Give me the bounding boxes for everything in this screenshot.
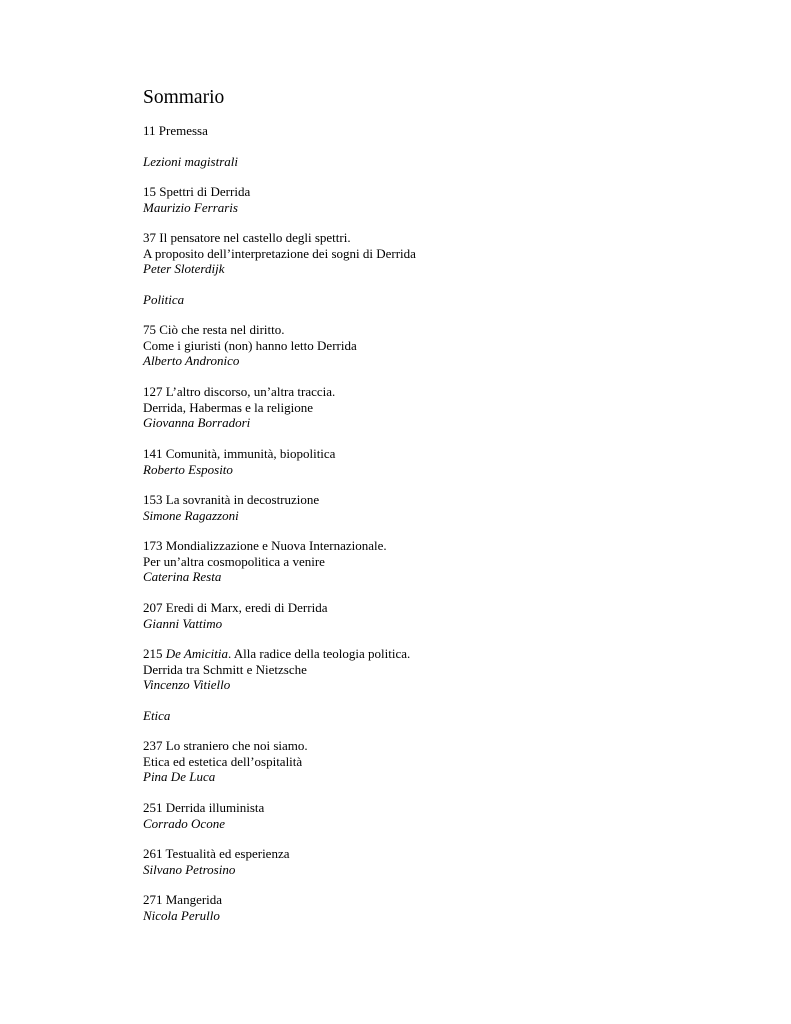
toc-entry-author: Peter Sloterdijk xyxy=(143,261,225,276)
toc-entry-subtitle: Come i giuristi (non) hanno letto Derrida xyxy=(143,337,357,353)
toc-entry-subtitle: Per un’altra cosmopolitica a venire xyxy=(143,553,325,569)
section-heading-politica: Politica xyxy=(143,292,185,307)
toc-entry xyxy=(143,322,357,369)
toc-entry-author: Roberto Esposito xyxy=(143,461,233,477)
toc-entry-author: Giovanna Borradori xyxy=(143,415,251,430)
toc-entry xyxy=(143,892,222,923)
toc-entry-italic-title: De Amicitia xyxy=(165,646,228,661)
toc-entry-title: 75 Ciò che resta nel diritto. xyxy=(143,322,285,337)
toc-entry-subtitle: Derrida, Habermas e la religione xyxy=(143,399,314,415)
toc-entry xyxy=(143,384,335,431)
section-heading-etica: Etica xyxy=(143,708,171,723)
toc-entry-author: Silvano Petrosino xyxy=(143,861,236,877)
toc-entry-author: Simone Ragazzoni xyxy=(143,507,239,523)
toc-entry-author: Pina De Luca xyxy=(143,769,216,784)
toc-entry-title: 15 Spettri di Derrida xyxy=(143,184,251,199)
section-heading-lezioni: Lezioni magistrali xyxy=(143,154,238,169)
toc-entry-author: Alberto Andronico xyxy=(143,353,240,368)
toc-entry-subtitle: Etica ed estetica dell’ospitalità xyxy=(143,753,303,769)
toc-entry-subtitle: A proposito dell’interpretazione dei sogni di Derrida xyxy=(143,245,416,261)
toc-entry-title: 271 Mangerida xyxy=(143,892,223,907)
toc-entry-title: 153 La sovranità in decostruzione xyxy=(143,492,320,507)
toc-entry-author: Corrado Ocone xyxy=(143,815,225,831)
toc-entry-title-rest: . Alla radice della teologia politica. xyxy=(227,646,411,661)
toc-entry xyxy=(143,600,327,631)
toc-entry-premessa xyxy=(143,123,208,139)
toc-entry-title: 141 Comunità, immunità, biopolitica xyxy=(143,446,336,461)
page-title: Sommario xyxy=(143,87,225,108)
toc-entry-title: 251 Derrida illuminista xyxy=(143,800,265,815)
toc-entry-title: 173 Mondializzazione e Nuova Internazionale. xyxy=(143,538,387,553)
toc-entry-author: Caterina Resta xyxy=(143,569,222,584)
toc-entry-title: 127 L’altro discorso, un’altra traccia. xyxy=(143,384,336,399)
toc-entry xyxy=(143,492,319,523)
toc-entry xyxy=(143,230,416,277)
toc-entry-title: 37 Il pensatore nel castello degli spettri. xyxy=(143,230,351,245)
toc-entry-author: Vincenzo Vitiello xyxy=(143,677,231,692)
toc-entry-page-number: 215 xyxy=(143,646,163,661)
toc-entry xyxy=(143,184,250,215)
toc-entry xyxy=(143,846,290,877)
toc-entry-author: Maurizio Ferraris xyxy=(143,199,238,215)
toc-entry-title xyxy=(143,646,410,662)
toc-entry-title: 261 Testualità ed esperienza xyxy=(143,846,290,861)
toc-entry-author: Nicola Perullo xyxy=(143,907,220,923)
toc-entry xyxy=(143,800,264,831)
toc-entry-title: 11 Premessa xyxy=(143,123,208,138)
toc-entry xyxy=(143,538,387,585)
toc-entry xyxy=(143,446,335,477)
toc-entry-title: 237 Lo straniero che noi siamo. xyxy=(143,738,308,753)
toc-entry xyxy=(143,646,410,693)
toc-entry-title: 207 Eredi di Marx, eredi di Derrida xyxy=(143,600,328,615)
toc-entry-subtitle: Derrida tra Schmitt e Nietzsche xyxy=(143,661,307,677)
toc-entry xyxy=(143,738,308,785)
toc-entry-author: Gianni Vattimo xyxy=(143,615,223,631)
